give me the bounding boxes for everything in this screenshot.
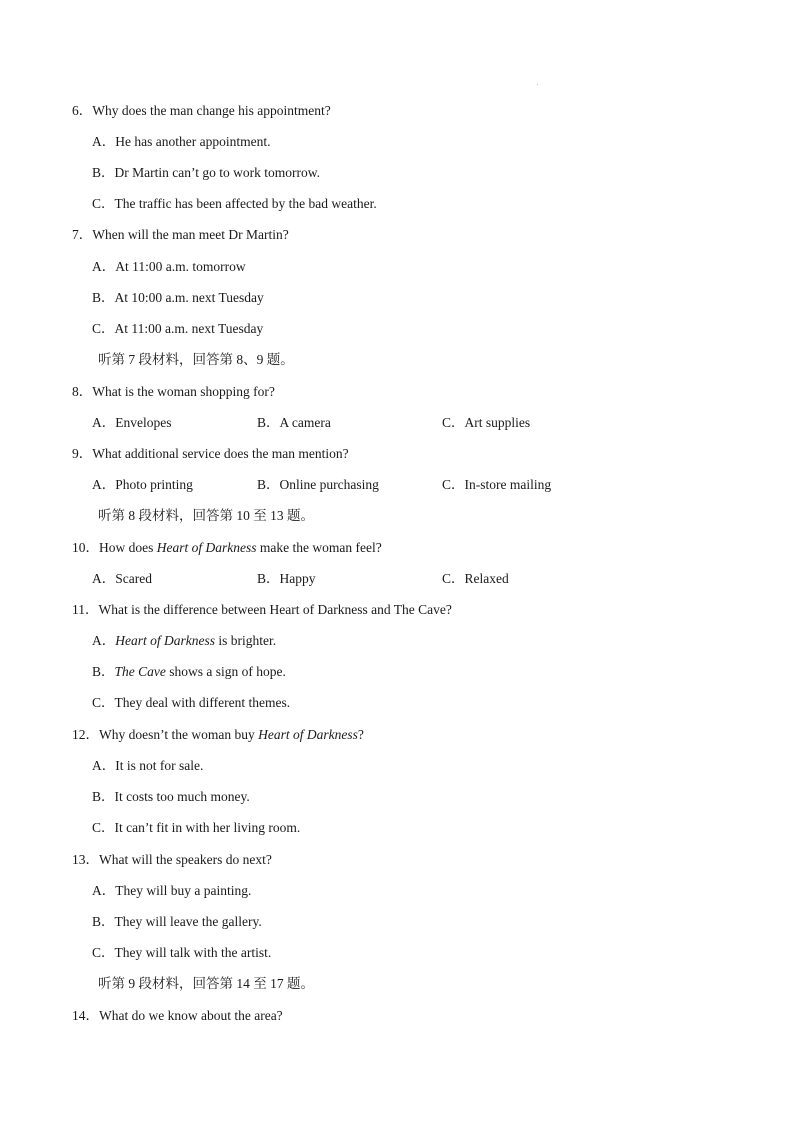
question-text: How does	[99, 540, 157, 555]
question-number: 7．	[72, 227, 93, 242]
option-6b	[92, 164, 320, 182]
section-instruction-9: 听第 9 段材料，回答第 14 至 17 题。	[98, 976, 314, 991]
option-text: Relaxed	[464, 571, 509, 586]
option-text: At 11:00 a.m. tomorrow	[115, 259, 246, 274]
option-letter: C．	[442, 477, 465, 492]
option-text: They deal with different themes.	[114, 695, 291, 710]
option-text: It can’t fit in with her living room.	[114, 820, 301, 835]
option-letter: B．	[92, 290, 115, 305]
option-11b	[92, 663, 286, 681]
option-text: They will talk with the artist.	[114, 945, 272, 960]
question-number: 14．	[72, 1008, 99, 1023]
option-6c	[92, 195, 377, 213]
option-11a	[92, 632, 276, 650]
option-text: At 10:00 a.m. next Tuesday	[114, 290, 264, 305]
option-letter: A．	[92, 259, 116, 274]
section-instruction-8: 听第 8 段材料，回答第 10 至 13 题。	[98, 508, 314, 523]
option-12c	[92, 819, 300, 837]
option-letter: C．	[92, 196, 115, 211]
option-text: In-store mailing	[464, 477, 552, 492]
option-text: Photo printing	[115, 477, 193, 492]
option-13c	[92, 944, 271, 962]
option-10a	[92, 570, 152, 588]
option-text: He has another appointment.	[115, 134, 271, 149]
question-11	[72, 601, 452, 619]
option-11c	[92, 694, 290, 712]
option-text: Scared	[115, 571, 152, 586]
question-number: 9．	[72, 446, 93, 461]
question-text: What will the speakers do next?	[99, 852, 272, 867]
option-letter: B．	[92, 165, 115, 180]
question-9	[72, 445, 349, 463]
option-7a	[92, 258, 246, 276]
option-10b	[257, 570, 316, 588]
option-letter: C．	[442, 571, 465, 586]
book-title: Heart of Darkness	[115, 633, 215, 648]
option-letter: B．	[257, 571, 280, 586]
question-number: 8．	[72, 384, 93, 399]
option-letter: C．	[92, 945, 115, 960]
section-instruction-7: 听第 7 段材料，回答第 8、9 题。	[98, 352, 294, 367]
option-text: The traffic has been affected by the bad weather.	[114, 196, 377, 211]
option-text: is brighter.	[215, 633, 277, 648]
question-text: What do we know about the area?	[99, 1008, 283, 1023]
option-text: Envelopes	[115, 415, 172, 430]
option-letter: A．	[92, 415, 116, 430]
question-number: 11．	[72, 602, 99, 617]
question-12	[72, 726, 364, 744]
option-letter: B．	[92, 914, 115, 929]
option-10c	[442, 570, 509, 588]
question-number: 12．	[72, 727, 99, 742]
question-text: What is the woman shopping for?	[92, 384, 275, 399]
book-title: Heart of Darkness	[258, 727, 358, 742]
option-8a	[92, 414, 172, 432]
option-letter: A．	[92, 477, 116, 492]
option-text: Happy	[279, 571, 316, 586]
question-13	[72, 851, 272, 869]
scan-speck	[537, 84, 538, 85]
option-6a	[92, 133, 270, 151]
option-text: Dr Martin can’t go to work tomorrow.	[114, 165, 320, 180]
option-letter: C．	[92, 820, 115, 835]
question-6	[72, 102, 331, 120]
option-letter: C．	[92, 695, 115, 710]
option-8c	[442, 414, 530, 432]
option-9a	[92, 476, 193, 494]
question-7	[72, 226, 289, 244]
option-7b	[92, 289, 264, 307]
question-number: 13．	[72, 852, 99, 867]
option-13b	[92, 913, 262, 931]
option-letter: A．	[92, 571, 116, 586]
question-number: 10．	[72, 540, 99, 555]
question-text: Why doesn’t the woman buy	[99, 727, 259, 742]
question-8	[72, 383, 275, 401]
option-letter: A．	[92, 633, 116, 648]
option-text: At 11:00 a.m. next Tuesday	[114, 321, 264, 336]
question-text: Why does the man change his appointment?	[92, 103, 331, 118]
option-letter: B．	[257, 415, 280, 430]
option-text: It costs too much money.	[114, 789, 250, 804]
option-letter: C．	[442, 415, 465, 430]
option-text: shows a sign of hope.	[165, 664, 286, 679]
question-text: What is the difference between Heart of Darkness and The Cave?	[98, 602, 452, 617]
option-12b	[92, 788, 250, 806]
option-letter: B．	[257, 477, 280, 492]
option-letter: B．	[92, 664, 115, 679]
option-9b	[257, 476, 379, 494]
book-title: Heart of Darkness	[156, 540, 257, 555]
option-text: It is not for sale.	[115, 758, 204, 773]
option-text: Online purchasing	[279, 477, 379, 492]
option-letter: A．	[92, 883, 116, 898]
option-letter: B．	[92, 789, 115, 804]
question-10	[72, 539, 382, 557]
option-8b	[257, 414, 331, 432]
book-title: The Cave	[114, 664, 166, 679]
question-text: ?	[357, 727, 364, 742]
question-text: When will the man meet Dr Martin?	[92, 227, 289, 242]
option-letter: A．	[92, 134, 116, 149]
option-7c	[92, 320, 263, 338]
option-text: A camera	[279, 415, 331, 430]
question-number: 6．	[72, 103, 93, 118]
question-text: What additional service does the man mention?	[92, 446, 349, 461]
option-text: They will buy a painting.	[115, 883, 252, 898]
option-text: Art supplies	[464, 415, 531, 430]
option-9c	[442, 476, 551, 494]
option-13a	[92, 882, 251, 900]
question-text: make the woman feel?	[256, 540, 382, 555]
option-letter: A．	[92, 758, 116, 773]
option-letter: C．	[92, 321, 115, 336]
question-14	[72, 1007, 283, 1025]
option-12a	[92, 757, 203, 775]
option-text: They will leave the gallery.	[114, 914, 262, 929]
